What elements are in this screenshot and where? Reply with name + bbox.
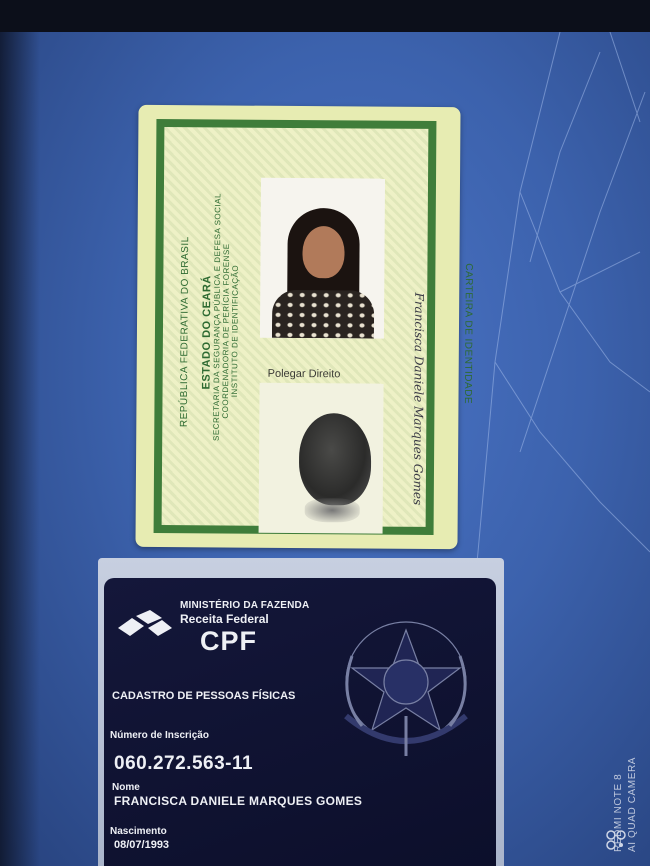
thumbprint-smudge [305,498,360,522]
nascimento-value: 08/07/1993 [114,839,170,851]
rg-card-type-text: CARTEIRA DE IDENTIDADE [461,263,474,405]
rg-agency-line1: SECRETARIA DA SEGURANÇA PÚBLICA E DEFESA SOCIAL [211,193,223,441]
nome-label: Nome [112,782,140,793]
signature [394,269,436,529]
cpf-number: 060.272.563-11 [114,753,254,774]
photo-shirt [272,290,374,339]
watermark-line1: REDMI NOTE 8 [613,773,624,852]
rg-identity-card [135,105,474,549]
brazil-coat-of-arms-icon [332,616,480,766]
receita-text: Receita Federal [180,612,269,626]
thumb-label: Polegar Direito [267,367,341,381]
rg-agency-line3: INSTITUTO DE IDENTIFICAÇÃO [230,264,240,398]
camera-watermark [612,757,640,852]
nascimento-label: Nascimento [110,826,167,837]
ministerio-text: MINISTÉRIO DA FAZENDA [180,600,310,611]
edge-shadow [0,32,40,866]
cpf-title: CPF [200,626,257,656]
cpf-card [104,578,496,866]
receita-federal-logo-icon [114,608,174,644]
rg-agency-line2: COORDENADORIA DE PERÍCIA FORENSE [220,243,232,419]
signature-text: Francisca Daniele Marques Gomes [410,292,427,506]
rg-country-text: REPÚBLICA FEDERATIVA DO BRASIL [178,236,192,428]
thumbprint [299,413,372,506]
watermark-line2: AI QUAD CAMERA [627,756,638,852]
thumbprint-box [259,383,384,534]
rg-photo [260,178,385,339]
photo-face [302,226,344,278]
rg-state-text: ESTADO DO CEARÁ [200,275,214,390]
cadastro-text: CADASTRO DE PESSOAS FÍSICAS [112,690,296,702]
numero-label: Número de Inscrição [110,730,209,741]
nome-value: FRANCISCA DANIELE MARQUES GOMES [114,794,363,808]
rg-green-frame [154,119,474,535]
